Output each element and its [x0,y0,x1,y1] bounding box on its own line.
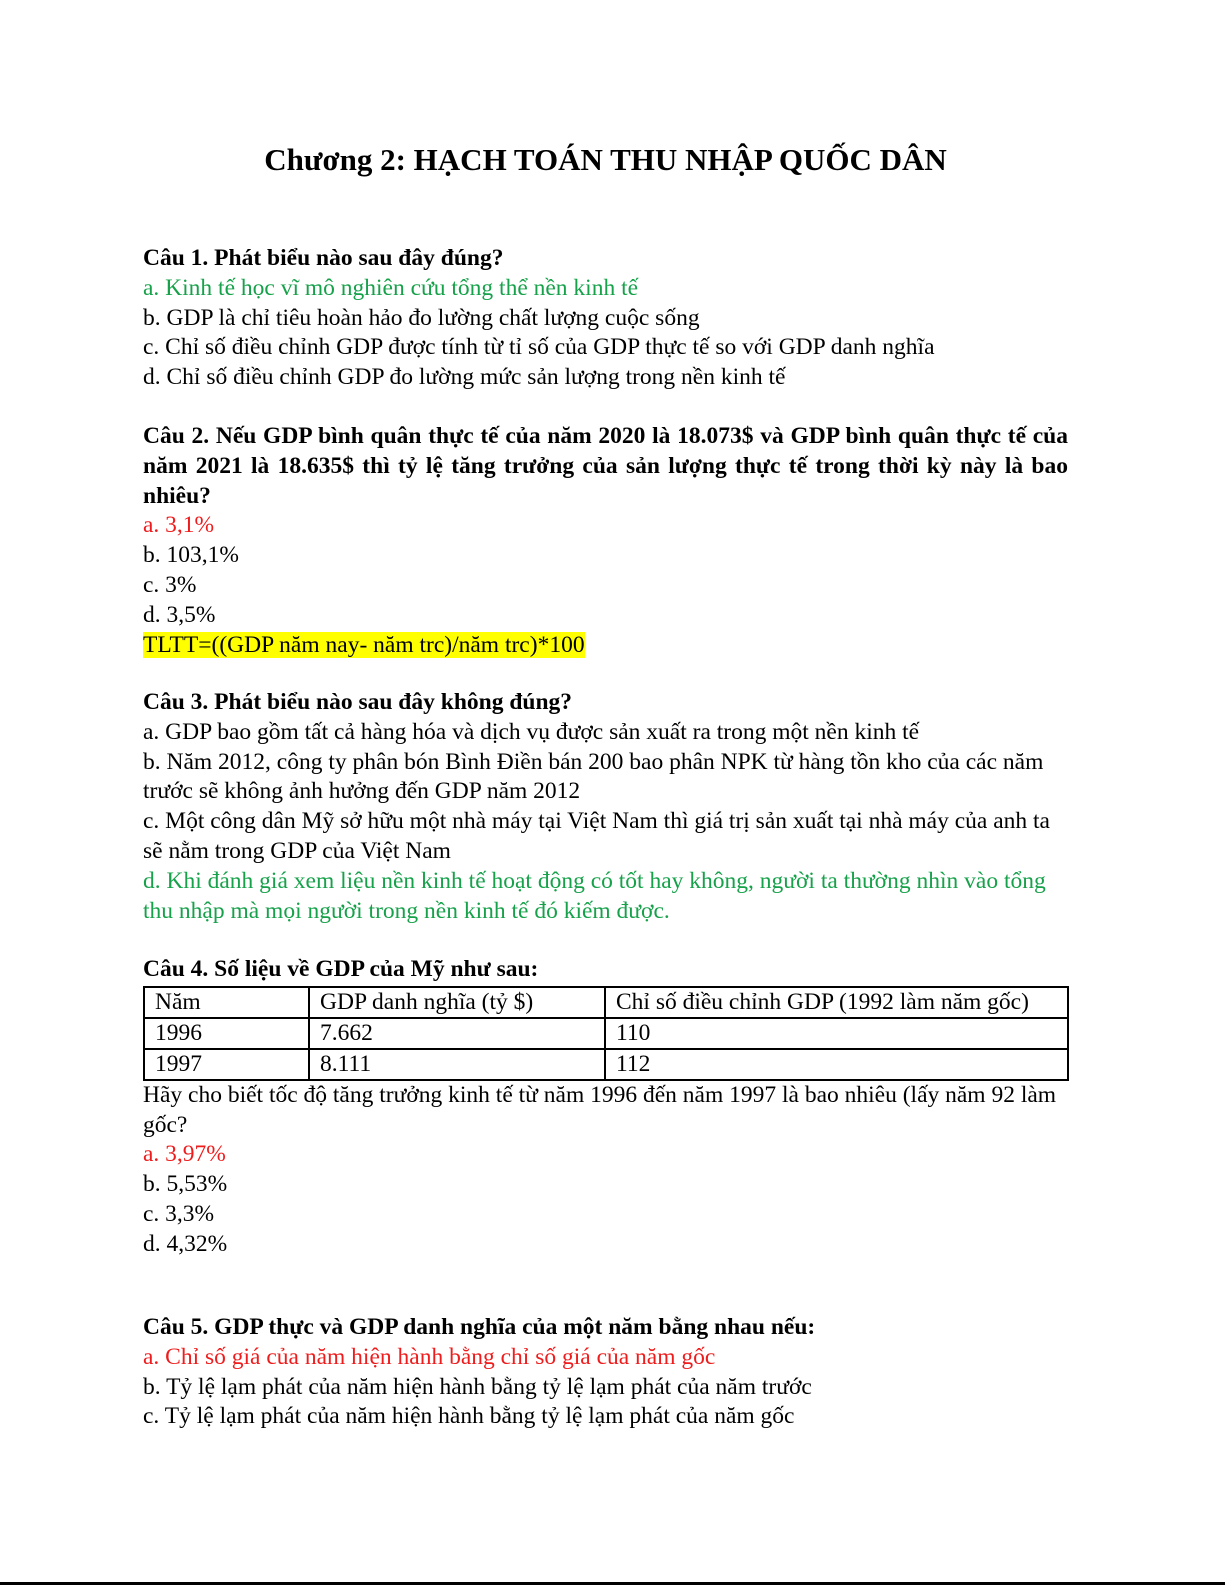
question-4-option-a: a. 3,97% [143,1141,226,1168]
question-4-prompt: Hãy cho biết tốc độ tăng trưởng kinh tế từ năm 1996 đến năm 1997 là bao nhiêu (lấy năm 92 làm gốc? [143,1081,1057,1138]
question-2-option-c: c. 3% [143,571,197,598]
question-3 [143,688,1068,926]
question-1-text: Câu 1. Phát biểu nào sau đây đúng? [143,245,504,271]
table-cell: 1997 [144,1049,309,1080]
question-2-text: Câu 2. Nếu GDP bình quân thực tế của năm 2020 là 18.073$ và GDP bình quân thực tế của năm 2021 là 18.635$ thì tỷ lệ tăng trưởng của sản lượng thực tế trong thời kỳ này là bao nhiêu? [143,423,1068,509]
question-1-option-c: c. Chỉ số điều chỉnh GDP được tính từ tỉ số của GDP thực tế so với GDP danh nghĩa [143,334,935,361]
table-row [144,1018,1068,1049]
question-3-option-a: a. GDP bao gồm tất cả hàng hóa và dịch vụ được sản xuất ra trong một nền kinh tế [143,718,920,745]
table-row [144,1049,1068,1080]
question-4-option-c: c. 3,3% [143,1200,215,1227]
question-5 [143,1313,1068,1432]
table-header-cell: GDP danh nghĩa (tỷ $) [309,987,605,1018]
question-2-option-b: b. 103,1% [143,542,239,569]
question-3-option-d: d. Khi đánh giá xem liệu nền kinh tế hoạt động có tốt hay không, người ta thường nhìn vào tổng thu nhập mà mọi người trong nền kinh tế đó kiếm được. [143,867,1046,924]
table-cell: 1996 [144,1018,309,1049]
question-4-option-d: d. 4,32% [143,1230,228,1257]
table-cell: 7.662 [309,1018,605,1049]
table-header-cell: Năm [144,987,309,1018]
table-cell: 110 [605,1018,1068,1049]
gdp-table [143,986,1069,1081]
question-2-formula-note: TLTT=((GDP năm nay- năm trc)/năm trc)*100 [143,631,585,658]
question-5-option-a: a. Chỉ số giá của năm hiện hành bằng chỉ số giá của năm gốc [143,1343,716,1370]
question-2 [143,422,1068,660]
question-2-option-d: d. 3,5% [143,601,216,628]
table-cell: 112 [605,1049,1068,1080]
question-3-option-b: b. Năm 2012, công ty phân bón Bình Điền bán 200 bao phân NPK từ hàng tồn kho của các năm trước sẽ không ảnh hưởng đến GDP năm 2012 [143,748,1044,805]
question-3-text: Câu 3. Phát biểu nào sau đây không đúng? [143,689,573,715]
table-cell: 8.111 [309,1049,605,1080]
question-1-option-d: d. Chỉ số điều chỉnh GDP đo lường mức sản lượng trong nền kinh tế [143,364,786,391]
question-1-option-a: a. Kinh tế học vĩ mô nghiên cứu tổng thể nền kinh tế [143,274,639,301]
question-5-text: Câu 5. GDP thực và GDP danh nghĩa của một năm bằng nhau nếu: [143,1314,816,1340]
question-4-text: Câu 4. Số liệu về GDP của Mỹ như sau: [143,956,539,982]
question-5-option-b: b. Tỷ lệ lạm phát của năm hiện hành bằng tỷ lệ lạm phát của năm trước [143,1373,812,1400]
question-1-option-b: b. GDP là chỉ tiêu hoàn hảo đo lường chất lượng cuộc sống [143,304,700,331]
question-4 [143,955,1068,1260]
question-4-option-b: b. 5,53% [143,1171,228,1198]
question-1 [143,244,1068,393]
question-2-option-a: a. 3,1% [143,512,215,539]
table-header-cell: Chỉ số điều chỉnh GDP (1992 làm năm gốc) [605,987,1068,1018]
question-5-option-c: c. Tỷ lệ lạm phát của năm hiện hành bằng tỷ lệ lạm phát của năm gốc [143,1403,795,1430]
question-3-option-c: c. Một công dân Mỹ sở hữu một nhà máy tại Việt Nam thì giá trị sản xuất tại nhà máy của anh ta sẽ nằm trong GDP của Việt Nam [143,808,1050,864]
table-header-row [144,987,1068,1018]
page-title: Chương 2: HẠCH TOÁN THU NHẬP QUỐC DÂN [264,142,947,177]
